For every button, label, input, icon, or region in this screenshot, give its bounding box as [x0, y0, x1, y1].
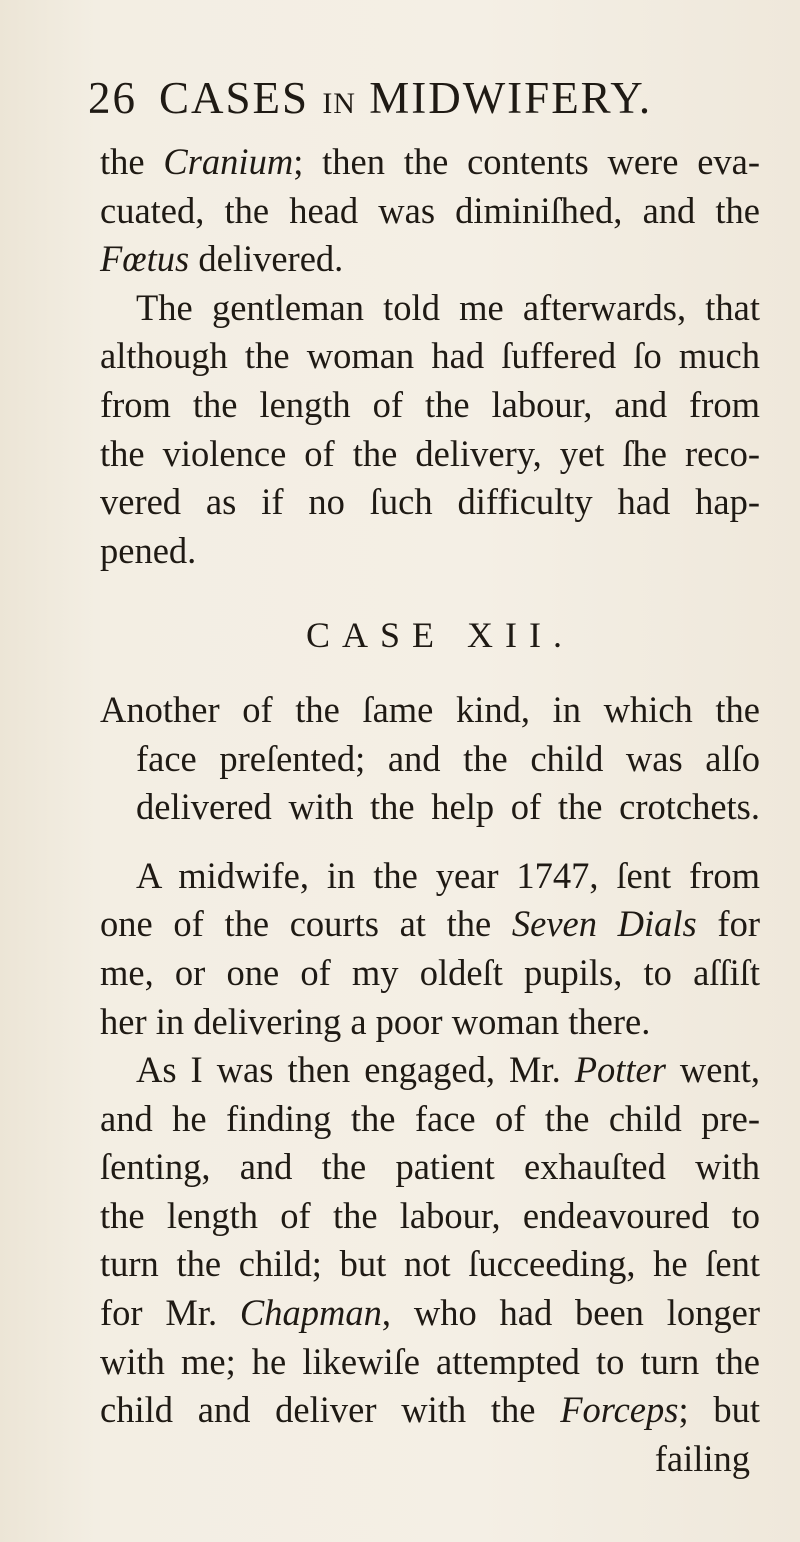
paragraph-continuation: [100, 138, 760, 284]
text-line: A midwife, in the year 1747, ſent from: [136, 854, 760, 896]
paragraph-gentleman: [100, 284, 760, 576]
header-title-cases: CASES: [159, 73, 310, 123]
text-line: although the woman had ſuffered ſo much: [100, 335, 760, 377]
text-line: with me; he likewiſe attempted to turn the: [100, 1340, 760, 1382]
paragraph-potter: [100, 1046, 760, 1483]
text-line: face preſented; and the child was alſo: [136, 737, 760, 779]
text-line: Fœtus delivered.: [100, 238, 344, 280]
text-line: ſenting, and the patient exhauſted with: [100, 1146, 760, 1188]
text-line: the violence of the delivery, yet ſhe reco-: [100, 432, 760, 474]
header-title-midwifery: MIDWIFERY.: [369, 73, 653, 123]
text-line: The gentleman told me afterwards, that: [136, 286, 760, 328]
text-line: pened.: [100, 529, 197, 571]
header-title-in: IN: [322, 87, 356, 120]
text-line: the length of the labour, endeavoured to: [100, 1194, 760, 1236]
text-line: her in delivering a poor woman there.: [100, 1000, 651, 1042]
running-header: [88, 72, 728, 124]
paragraph-case-summary: [100, 686, 760, 832]
text-line: for Mr. Chapman, who had been longer: [100, 1292, 760, 1334]
text-line: child and deliver with the Forceps; but: [100, 1389, 760, 1431]
case-heading: CASE XII.: [306, 615, 574, 656]
text-line: delivered with the help of the crotchets.: [136, 786, 760, 828]
page-body: [100, 138, 760, 1483]
text-line: turn the child; but not ſucceeding, he ſent: [100, 1243, 760, 1285]
page-number: 26: [88, 73, 137, 123]
paragraph-midwife: [100, 852, 760, 1046]
text-line: me, or one of my oldeſt pupils, to aſſiſt: [100, 951, 760, 993]
text-line: the Cranium; then the contents were eva-: [100, 141, 760, 182]
text-line: Another of the ſame kind, in which the: [100, 688, 760, 730]
text-line: cuated, the head was diminiſhed, and the: [100, 189, 760, 231]
text-line: one of the courts at the Seven Dials for: [100, 903, 760, 945]
text-line: vered as if no ſuch difficulty had hap-: [100, 481, 760, 523]
text-line: and he finding the face of the child pre-: [100, 1097, 760, 1139]
text-line: from the length of the labour, and from: [100, 383, 760, 425]
text-line: As I was then engaged, Mr. Potter went,: [136, 1049, 760, 1091]
catchword: failing: [654, 1437, 750, 1479]
